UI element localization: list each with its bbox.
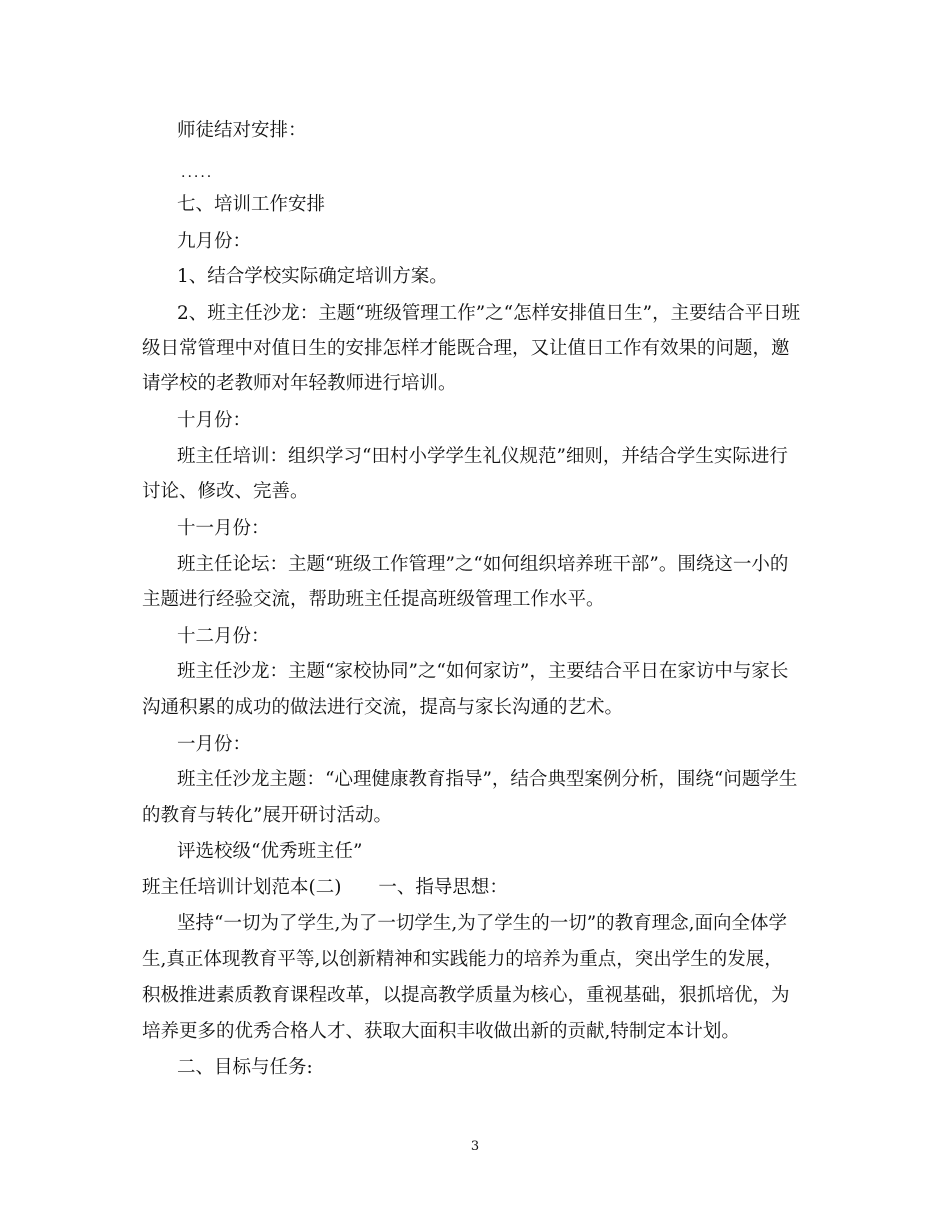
paragraph-line: 评选校级“优秀班主任” [177,841,363,862]
paragraph-line: 生,真正体现教育平等,以创新精神和实践能力的培养为重点，突出学生的发展， [142,949,783,970]
heading-december: 十二月份： [177,626,270,647]
section-title-plan-two: 班主任培训计划范本(二) 一、指导思想： [142,877,508,898]
heading-october: 十月份： [177,410,252,431]
heading-september: 九月份： [177,231,252,252]
paragraph-line: 请学校的老教师对年轻教师进行培训。 [142,373,457,394]
page-number: 3 [470,1139,480,1154]
paragraph-line: 积极推进素质教育课程改革，以提高教学质量为核心，重视基础，狠抓培优，为 [142,985,790,1006]
line-ellipsis: ..... [181,165,214,181]
paragraph-line: 级日常管理中对值日生的安排怎样才能既合理，又让值日工作有效果的问题，邀 [142,338,790,359]
paragraph-line: 坚持“一切为了学生,为了一切学生,为了学生的一切”的教育理念,面向全体学 [177,913,788,934]
heading-november: 十一月份： [177,518,270,539]
paragraph-line: 讨论、修改、完善。 [142,481,309,502]
paragraph-line: 主题进行经验交流，帮助班主任提高班级管理工作水平。 [142,589,605,610]
heading-goals-tasks: 二、目标与任务: [177,1057,313,1078]
paragraph-line: 沟通积累的成功的做法进行交流，提高与家长沟通的艺术。 [142,697,624,718]
paragraph-line: 班主任沙龙主题：“心理健康教育指导”，结合典型案例分析，围绕“问题学生 [177,769,798,790]
heading-training-schedule: 七、培训工作安排 [177,194,326,215]
paragraph-line: 培养更多的优秀合格人才、获取大面积丰收做出新的贡献,特制定本计划。 [142,1021,740,1042]
heading-january: 一月份： [177,734,252,755]
paragraph-line: 班主任培训：组织学习“田村小学学生礼仪规范”细则，并结合学生实际进行 [177,446,788,467]
paragraph-line: 1、结合学校实际确定培训方案。 [177,266,448,287]
paragraph-line: 的教育与转化”展开研讨活动。 [142,805,392,826]
line-mentor-pairing: 师徒结对安排： [177,120,307,141]
paragraph-line: 班主任沙龙：主题“家校协同”之“如何家访”，主要结合平日在家访中与家长 [177,661,789,682]
paragraph-line: 班主任论坛：主题“班级工作管理”之“如何组织培养班干部”。围绕这一小的 [177,554,789,575]
paragraph-line: 2、班主任沙龙：主题“班级管理工作”之“怎样安排值日生”，主要结合平日班 [177,303,801,324]
